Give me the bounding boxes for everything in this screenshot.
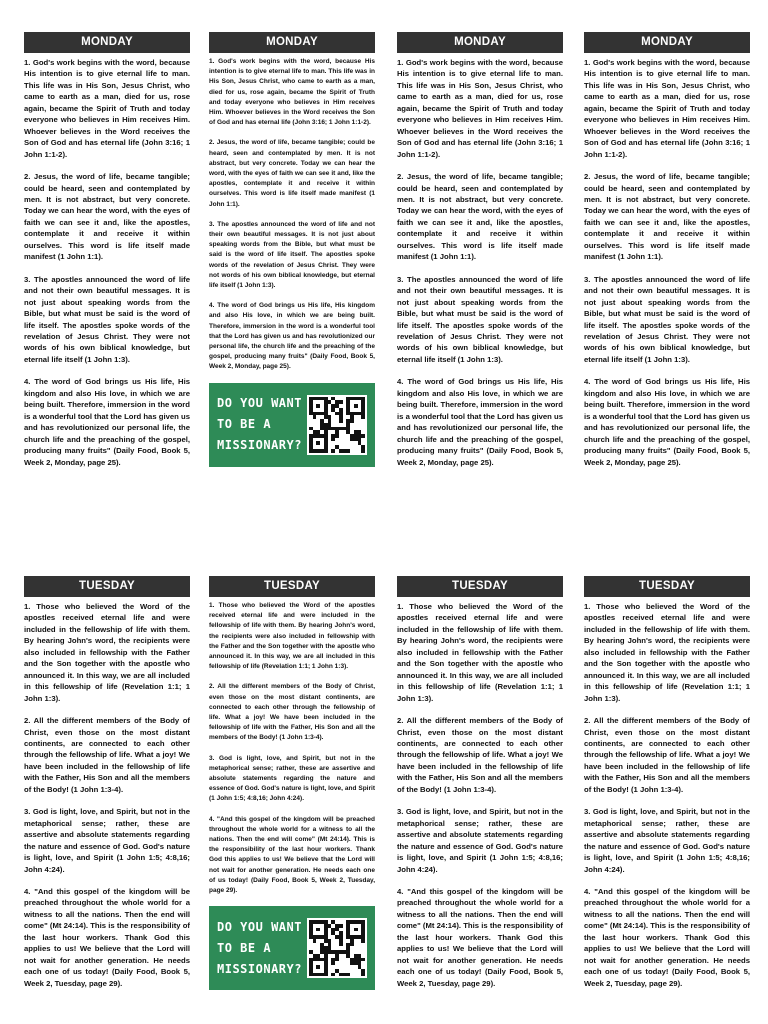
missionary-promo bbox=[209, 383, 375, 467]
paragraph: 4. The word of God brings us His life, His kingdom and also His love, in which we are being built. Therefore, immersion in the word is a wonderful tool that the Lord has given us and has revolutionized our personal life, the church life and the preaching of the gospel, producing many fruits" (Daily Food, Book 5, Week 2, Monday, page 25). bbox=[584, 377, 750, 467]
paragraph: 4. "And this gospel of the kingdom will be preached throughout the whole world for a witness to all the nations. Then the end will come" (Mt 24:14). This is the responsibility of the last hour workers. Thank God this applies to us! We believe that the Lord will not wait for another generation. He needs each one of us today! (Daily Food, Book 5, Week 2, Tuesday, page 29). bbox=[584, 886, 750, 988]
monday-column-2 bbox=[209, 32, 375, 467]
paragraph: 3. God is light, love, and Spirit, but not in the metaphorical sense; rather, these are assertive and absolute statements regarding the nature and essence of God. God's nature is light, love, and Spirit (1 John 1:5; 4:8,16; John 4:24). bbox=[24, 807, 190, 874]
promo-line: TO BE A bbox=[217, 940, 272, 955]
promo-line: DO YOU WANT bbox=[217, 396, 302, 411]
monday-column-4 bbox=[584, 32, 750, 479]
paragraph: 2. All the different members of the Body of Christ, even those on the most distant continents, are connected to each other through the fellowship of life. What a joy! We have been included in the fellowship of life with the Father, His Son and all the members of the Body! (1 John 1:3-4). bbox=[209, 683, 375, 742]
paragraph: 3. The apostles announced the word of life and not their own beautiful messages. It is not just about speaking words from the Bible, but what must be said is the word of life itself. The apostles spoke words of the revelation of Jesus Christ. They were not words of his own biblical knowledge, but eternal life itself (1 John 1:3). bbox=[209, 220, 375, 290]
paragraph: 2. Jesus, the word of life, became tangible; could be heard, seen and contemplated by men. It is not abstract, but very concrete. Today we can hear the word, with the eyes of faith we can see it and, like the apostles, contemplate it and receive it within ourselves. This word is life itself made manifest (1 John 1:1). bbox=[397, 172, 563, 262]
paragraph: 1. God's work begins with the word, because His intention is to give eternal life to man. This life was in His Son, Jesus Christ, who came to earth as a man, died for us, rose again, became the Spirit of Truth and today everyone who believes in Him receives Him. Whoever believes in the Word receives the Son of God and has eternal life (John 3:16; 1 John 1:1-2). bbox=[209, 58, 375, 127]
tuesday-column-4 bbox=[584, 576, 750, 1000]
day-header: TUESDAY bbox=[209, 576, 375, 597]
monday-column-1 bbox=[24, 32, 190, 479]
paragraph: 3. The apostles announced the word of life and not their own beautiful messages. It is not just about speaking words from the Bible, but what must be said is the word of life itself. The apostles spoke words of the revelation of Jesus Christ. They were not words of his own biblical knowledge, but eternal life itself (1 John 1:3). bbox=[584, 274, 750, 364]
paragraph: 3. God is light, love, and Spirit, but not in the metaphorical sense; rather, these are assertive and absolute statements regarding the nature and essence of God. God's nature is light, love, and Spirit (1 John 1:5; 4:8,16; John 4:24). bbox=[584, 807, 750, 874]
paragraph: 1. God's work begins with the word, because His intention is to give eternal life to man. This life was in His Son, Jesus Christ, who came to earth as a man, died for us, rose again, became the Spirit of Truth and today everyone who believes in Him receives Him. Whoever believes in the Word receives the Son of God and has eternal life (John 3:16; 1 John 1:1-2). bbox=[397, 58, 563, 159]
paragraph: 2. All the different members of the Body of Christ, even those on the most distant continents, are connected to each other through the fellowship of life. What a joy! We have been included in the fellowship of life with the Father, His Son and all the members of the Body! (1 John 1:3-4). bbox=[397, 716, 563, 794]
promo-text bbox=[217, 917, 302, 980]
qr-code-icon[interactable] bbox=[307, 395, 367, 455]
paragraph: 1. God's work begins with the word, because His intention is to give eternal life to man. This life was in His Son, Jesus Christ, who came to earth as a man, died for us, rose again, became the Spirit of Truth and today everyone who believes in Him receives Him. Whoever believes in the Word receives the Son of God and has eternal life (John 3:16; 1 John 1:1-2). bbox=[584, 58, 750, 159]
missionary-promo bbox=[209, 906, 375, 990]
paragraph: 2. Jesus, the word of life, became tangible; could be heard, seen and contemplated by men. It is not abstract, but very concrete. Today we can hear the word, with the eyes of faith we can see it and, like the apostles, contemplate it and receive it within ourselves. This word is life itself made manifest (1 John 1:1). bbox=[209, 139, 375, 208]
paragraph: 4. "And this gospel of the kingdom will be preached throughout the whole world for a witness to all the nations. Then the end will come" (Mt 24:14). This is the responsibility of the last hour workers. Thank God this applies to us! We believe that the Lord will not wait for another generation. He needs each one of us today! (Daily Food, Book 5, Week 2, Tuesday, page 29). bbox=[209, 815, 375, 895]
monday-column-3 bbox=[397, 32, 563, 479]
day-header: MONDAY bbox=[584, 32, 750, 53]
day-header: MONDAY bbox=[24, 32, 190, 53]
paragraph: 1. Those who believed the Word of the apostles received eternal life and were included in the fellowship of life with them. By hearing John's word, the recipients were also included in fellowship with the Father and the Son together with the apostle who announced it. In this way, we are all included in this fellowship of life (Revelation 1:1; 1 John 1:3). bbox=[397, 602, 563, 703]
promo-line: MISSIONARY? bbox=[217, 961, 302, 976]
promo-line: TO BE A bbox=[217, 417, 272, 432]
paragraph: 2. All the different members of the Body of Christ, even those on the most distant continents, are connected to each other through the fellowship of life. What a joy! We have been included in the fellowship of life with the Father, His Son and all the members of the Body! (1 John 1:3-4). bbox=[584, 716, 750, 794]
paragraph: 2. Jesus, the word of life, became tangible; could be heard, seen and contemplated by men. It is not abstract, but very concrete. Today we can hear the word, with the eyes of faith we can see it and, like the apostles, contemplate it and receive it within ourselves. This word is life itself made manifest (1 John 1:1). bbox=[24, 172, 190, 262]
paragraph: 4. The word of God brings us His life, His kingdom and also His love, in which we are being built. Therefore, immersion in the word is a wonderful tool that the Lord has given us and has revolutionized our personal life, the church life and the preaching of the gospel, producing many fruits" (Daily Food, Book 5, Week 2, Monday, page 25). bbox=[209, 302, 375, 371]
promo-text bbox=[217, 393, 302, 456]
paragraph: 3. The apostles announced the word of life and not their own beautiful messages. It is not just about speaking words from the Bible, but what must be said is the word of life itself. The apostles spoke words of the revelation of Jesus Christ. They were not words of his own biblical knowledge, but eternal life itself (1 John 1:3). bbox=[24, 274, 190, 364]
paragraph: 2. Jesus, the word of life, became tangible; could be heard, seen and contemplated by men. It is not abstract, but very concrete. Today we can hear the word, with the eyes of faith we can see it and, like the apostles, contemplate it and receive it within ourselves. This word is life itself made manifest (1 John 1:1). bbox=[584, 172, 750, 262]
tuesday-column-1 bbox=[24, 576, 190, 1000]
paragraph: 3. God is light, love, and Spirit, but not in the metaphorical sense; rather, these are assertive and absolute statements regarding the nature and essence of God. God's nature is light, love, and Spirit (1 John 1:5; 4:8,16; John 4:24). bbox=[209, 754, 375, 803]
tuesday-column-3 bbox=[397, 576, 563, 1000]
promo-line: MISSIONARY? bbox=[217, 438, 302, 453]
paragraph: 3. God is light, love, and Spirit, but not in the metaphorical sense; rather, these are assertive and absolute statements regarding the nature and essence of God. God's nature is light, love, and Spirit (1 John 1:5; 4:8,16; John 4:24). bbox=[397, 807, 563, 874]
paragraph: 1. Those who believed the Word of the apostles received eternal life and were included in the fellowship of life with them. By hearing John's word, the recipients were also included in fellowship with the Father and the Son together with the apostle who announced it. In this way, we are all included in this fellowship of life (Revelation 1:1; 1 John 1:3). bbox=[209, 602, 375, 671]
tuesday-column-2 bbox=[209, 576, 375, 990]
paragraph: 4. The word of God brings us His life, His kingdom and also His love, in which we are being built. Therefore, immersion in the word is a wonderful tool that the Lord has given us and has revolutionized our personal life, the church life and the preaching of the gospel, producing many fruits" (Daily Food, Book 5, Week 2, Monday, page 25). bbox=[24, 377, 190, 467]
promo-line: DO YOU WANT bbox=[217, 919, 302, 934]
qr-code-icon[interactable] bbox=[307, 918, 367, 978]
paragraph: 2. All the different members of the Body of Christ, even those on the most distant continents, are connected to each other through the fellowship of life. What a joy! We have been included in the fellowship of life with the Father, His Son and all the members of the Body! (1 John 1:3-4). bbox=[24, 716, 190, 794]
paragraph: 4. "And this gospel of the kingdom will be preached throughout the whole world for a witness to all the nations. Then the end will come" (Mt 24:14). This is the responsibility of the last hour workers. Thank God this applies to us! We believe that the Lord will not wait for another generation. He needs each one of us today! (Daily Food, Book 5, Week 2, Tuesday, page 29). bbox=[397, 886, 563, 988]
paragraph: 1. God's work begins with the word, because His intention is to give eternal life to man. This life was in His Son, Jesus Christ, who came to earth as a man, died for us, rose again, became the Spirit of Truth and today everyone who believes in Him receives Him. Whoever believes in the Word receives the Son of God and has eternal life (John 3:16; 1 John 1:1-2). bbox=[24, 58, 190, 159]
day-header: TUESDAY bbox=[584, 576, 750, 597]
day-header: TUESDAY bbox=[397, 576, 563, 597]
day-header: TUESDAY bbox=[24, 576, 190, 597]
day-header: MONDAY bbox=[397, 32, 563, 53]
paragraph: 1. Those who believed the Word of the apostles received eternal life and were included in the fellowship of life with them. By hearing John's word, the recipients were also included in fellowship with the Father and the Son together with the apostle who announced it. In this way, we are all included in this fellowship of life (Revelation 1:1; 1 John 1:3). bbox=[24, 602, 190, 703]
day-header: MONDAY bbox=[209, 32, 375, 53]
paragraph: 4. The word of God brings us His life, His kingdom and also His love, in which we are being built. Therefore, immersion in the word is a wonderful tool that the Lord has given us and has revolutionized our personal life, the church life and the preaching of the gospel, producing many fruits" (Daily Food, Book 5, Week 2, Monday, page 25). bbox=[397, 377, 563, 467]
paragraph: 4. "And this gospel of the kingdom will be preached throughout the whole world for a witness to all the nations. Then the end will come" (Mt 24:14). This is the responsibility of the last hour workers. Thank God this applies to us! We believe that the Lord will not wait for another generation. He needs each one of us today! (Daily Food, Book 5, Week 2, Tuesday, page 29). bbox=[24, 886, 190, 988]
paragraph: 1. Those who believed the Word of the apostles received eternal life and were included in the fellowship of life with them. By hearing John's word, the recipients were also included in fellowship with the Father and the Son together with the apostle who announced it. In this way, we are all included in this fellowship of life (Revelation 1:1; 1 John 1:3). bbox=[584, 602, 750, 703]
paragraph: 3. The apostles announced the word of life and not their own beautiful messages. It is not just about speaking words from the Bible, but what must be said is the word of life itself. The apostles spoke words of the revelation of Jesus Christ. They were not words of his own biblical knowledge, but eternal life itself (1 John 1:3). bbox=[397, 274, 563, 364]
